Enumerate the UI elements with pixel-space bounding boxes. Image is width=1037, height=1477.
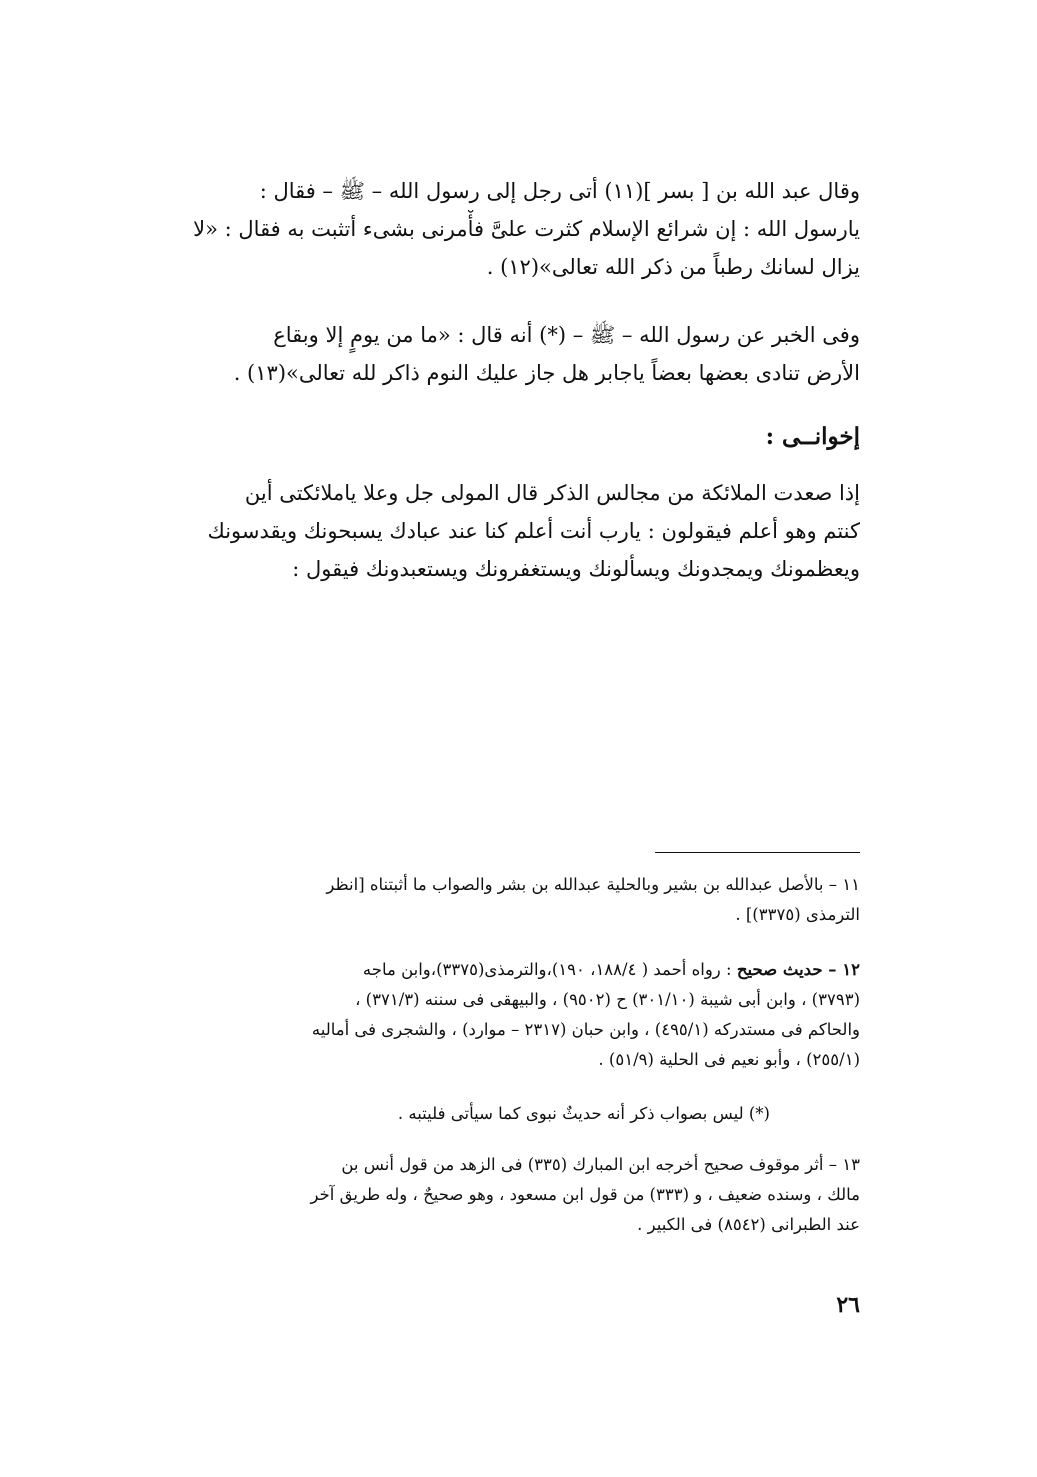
text-line: ويعظمونك ويمجدونك ويسألونك ويستغفرونك ويستعبدونك فيقول : (292, 557, 860, 581)
footnote-line: مالك ، وسنده ضعيف ، و (٣٣٣) من قول ابن مسعود ، وهو صحيحٌ ، وله طريق آخر (310, 1185, 860, 1204)
footnote-12 (160, 955, 860, 1075)
footnote-line: ١٣ – أثر موقوف صحيح أخرجه ابن المبارك (٣٣٥) فى الزهد من قول أنس بن (341, 1155, 860, 1174)
footnote-line (160, 955, 860, 985)
section-heading: إخوانــى : (765, 423, 860, 450)
footnote-line: (٣٧٩٣) ، وابن أبى شيبة (٣٠١/١٠) ح (٩٥٠٢) ، والبيهقى فى سننه (٣٧١/٣) ، (355, 990, 860, 1009)
footnote-line: الترمذى (٣٣٧٥)] . (735, 905, 860, 924)
footnote-13 (160, 1150, 860, 1240)
footnote-line: (٢٥٥/١) ، وأبو نعيم فى الحلية (٥١/٩) . (598, 1050, 860, 1069)
footnote-11 (160, 870, 860, 930)
footnote-label: ١٢ – حديث صحيح (736, 960, 860, 979)
footnote-line: (*) ليس بصواب ذكر أنه حديثٌ نبوى كما سيأتى فليتبه . (397, 1104, 770, 1123)
text-line: وفى الخبر عن رسول الله – ﷺ – (*) أنه قال : «ما من يومٍ إلا وبقاع (273, 323, 860, 347)
footnote-text: : رواه أحمد ( ١٨٨/٤، ١٩٠)،والترمذى(٣٣٧٥)،وابن ماجه (362, 960, 732, 979)
paragraph-angels (160, 474, 860, 588)
footnote-line: والحاكم فى مستدركه (٤٩٥/١) ، وابن حبان (٢٣١٧ – موارد) ، والشجرى فى أماليه (311, 1020, 860, 1039)
text-line: وقال عبد الله بن [ بسر ](١١) أتى رجل إلى رسول الله – ﷺ – فقال : (259, 179, 860, 203)
text-line: يزال لسانك رطباً من ذكر الله تعالى»(١٢) . (486, 255, 860, 279)
footnote-separator (655, 852, 860, 853)
footnote-star (160, 1099, 860, 1129)
text-line: إذا صعدت الملائكة من مجالس الذكر قال المولى جل وعلا ياملائكتى أين (244, 481, 860, 505)
page-number: ٢٦ (836, 1292, 860, 1318)
footnote-line: ١١ – بالأصل عبدالله بن بشير وبالحلية عبدالله بن بشر والصواب ما أثبتناه [انظر (326, 875, 860, 894)
paragraph-khabar (160, 316, 860, 392)
text-line: الأرض تنادى بعضها بعضاً ياجابر هل جاز عليك النوم ذاكر لله تعالى»(١٣) . (233, 361, 860, 385)
paragraph-hadith-abdullah-bin-busr (160, 172, 860, 286)
footnote-line: عند الطبرانى (٨٥٤٢) فى الكبير . (637, 1215, 860, 1234)
text-line: يارسول الله : إن شرائع الإسلام كثرت علىَّ فأْمرنى بشىء أتثبت به فقال : «لا (193, 217, 860, 241)
text-line: كنتم وهو أعلم فيقولون : يارب أنت أعلم كنا عند عبادك يسبحونك ويقدسونك (207, 519, 860, 543)
